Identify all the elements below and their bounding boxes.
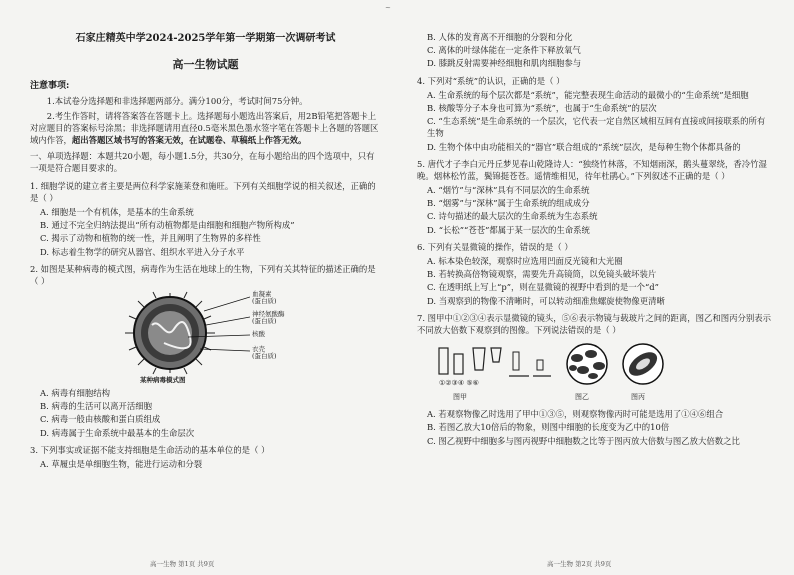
question-1-option-b: B. 通过不完全归纳法提出“所有动植物都是由细胞和细胞产物所构成” — [40, 220, 295, 231]
section-1-heading: 一、单项选择题：本题共20小题，每小题1.5分，共30分，在每小题给出的四个选项中，只有一项是符合题目要求的。 — [30, 151, 375, 174]
question-3-option-a: A. 草履虫是单细胞生物，能进行运动和分裂 — [40, 459, 203, 470]
question-1-stem: 1. 细胞学说的建立者主要是两位科学家施莱登和施旺。下列有关细胞学说的相关叙述，正确的是（ ） — [30, 180, 376, 203]
notice-heading: 注意事项: — [30, 81, 70, 92]
question-3-stem: 3. 下列事实或证据不能支持细胞是生命活动的基本单位的是（ ） — [30, 444, 270, 455]
question-6-option-d: D. 当观察到的物像不清晰时，可以转动细准焦螺旋使物像更清晰 — [427, 295, 665, 306]
figure-jia-label: 图甲 — [453, 393, 467, 402]
question-7-stem: 7. 图甲中①②③④表示显微镜的镜头，⑤⑥表示物镜与载玻片之间的距离，图乙和图丙分别表示不同放大倍数下观察到的图像。下列说法错误的是（ ） — [417, 312, 772, 335]
exam-subtitle: 高一生物试题 — [172, 57, 239, 71]
question-4-option-c: C. “生态系统”是生命系统的一个层次，它代表一定自然区域相互间有直接或间接联系的所有生物 — [427, 116, 766, 139]
microscope-figure — [417, 340, 772, 404]
question-5-option-a: A. “烟竹”与“深林”具有不同层次的生命系统 — [427, 185, 590, 196]
question-5-option-d: D. “长松”“苍苍”都属于某一层次的生命系统 — [427, 224, 590, 235]
question-7-option-b: B. 若图乙放大10倍后的物象，则图中细胞的长度变为乙中的10倍 — [427, 422, 670, 433]
figure-yi-label: 图乙 — [575, 393, 589, 402]
virus-label-nucleic-acid: 核酸 — [252, 330, 265, 339]
microscope-lens-numbers: ①②③④ ⑤⑥ — [439, 379, 479, 388]
question-2-option-b: B. 病毒的生活可以离开活细胞 — [40, 401, 152, 412]
page-right — [397, 0, 794, 575]
question-2-stem: 2. 如图是某种病毒的模式图，病毒作为生活在地球上的生物，下列有关其特征的描述正确的是（ ） — [30, 263, 376, 286]
virus-label-neuraminidase: 神经氨酸酶 (蛋白质) — [252, 310, 285, 325]
footer-left: 高一生物 第1页 共9页 — [150, 559, 215, 568]
notice-item-2-emphasis: 超出答题区域书写的答案无效，在试题卷、草稿纸上作答无效。 — [71, 135, 307, 146]
question-7-option-a: A. 若观察物像乙时选用了甲中①③⑤，则观察物像丙时可能是选用了①④⑥组合 — [427, 409, 724, 420]
question-6-stem: 6. 下列有关显微镜的操作，错误的是（ ） — [417, 241, 573, 252]
question-3-option-c: C. 离体的叶绿体能在一定条件下释放氧气 — [427, 45, 581, 56]
question-7-option-c: C. 图乙视野中细胞多与图丙视野中细胞数之比等于图丙放大倍数与图乙放大倍数之比 — [427, 435, 740, 446]
figure-bing-label: 图丙 — [631, 393, 645, 402]
virus-drawing — [100, 291, 250, 375]
question-2-option-d: D. 病毒属于生命系统中最基本的生命层次 — [40, 427, 195, 438]
question-4-option-b: B. 核酸等分子本身也可算为“系统”，也属于“生命系统”的层次 — [427, 102, 657, 113]
question-6-option-b: B. 若转换高倍物镜观察，需要先升高镜筒，以免镜头破坏装片 — [427, 269, 657, 280]
question-6-option-a: A. 标本染色较深，观察时应选用凹面反光镜和大光圈 — [427, 256, 623, 266]
notice-item-1: 1.本试卷分选择题和非选择题两部分。满分100分，考试时间75分钟。 — [46, 96, 308, 107]
notice-item-2 — [30, 110, 381, 147]
virus-figure — [100, 291, 330, 383]
question-4-option-a: A. 生命系统的每个层次都是“系统”，能完整表现生命活动的最微小的“生命系统”是细胞 — [427, 89, 749, 100]
question-5-stem: 5. 唐代才子李白元丹丘梦见春山乾隆诗人：“独绕竹林落，不知烟雨深，鹅头蔓翠绕，香冷竹湿晚。烟林松竹蓝，鬓锦挺苍苍。遥情维相见，待年杜鹃心。”下列叙述不正确的是（ ） — [417, 158, 767, 181]
question-6-option-c: C. 在透明纸上写上“p”，则在显微镜的视野中看到的是一个“d” — [427, 282, 659, 293]
virus-label-hemagglutinin: 血凝素 (蛋白质) — [252, 290, 277, 305]
footer-right: 高一生物 第2页 共9页 — [547, 559, 612, 568]
question-1-option-d: D. 标志着生物学的研究从器官、组织水平进入分子水平 — [40, 246, 245, 257]
question-1-option-c: C. 揭示了动物和植物的统一性，并且阐明了生物界的多样性 — [40, 233, 261, 244]
question-4-option-d: D. 生物个体中由功能相关的“器官”联合组成的“系统”层次，是每种生物个体都具备的 — [427, 141, 741, 152]
question-3-option-d: D. 膝跳反射需要神经细胞和肌肉细胞参与 — [427, 58, 582, 69]
virus-label-capsid: 衣壳 (蛋白质) — [252, 345, 277, 360]
corner-mark: ~ — [385, 4, 391, 12]
question-3-option-b: B. 人体的发育离不开细胞的分裂和分化 — [427, 32, 573, 42]
question-1-option-a: A. 细胞是一个有机体，是基本的生命系统 — [40, 206, 194, 217]
exam-title: 石家庄精英中学2024-2025学年第一学期第一次调研考试 — [75, 33, 336, 44]
notice-item-2-text: 2.考生作答时，请将答案答在答题卡上。选择题每小题选出答案后，用2B铅笔把答题卡上对应题目的答案标号涂黑；非选择题请用直径0.5毫米黑色墨水签字笔在答题卡上各题的答题区域内作答， — [30, 110, 379, 146]
question-2-option-a: A. 病毒有细胞结构 — [40, 388, 110, 399]
question-4-stem: 4. 下列对“系统”的认识，正确的是（ ） — [417, 75, 565, 86]
question-5-option-c: C. 诗句描述的最大层次的生命系统为生态系统 — [427, 211, 598, 222]
question-2-option-c: C. 病毒一般由核酸和蛋白质组成 — [40, 414, 161, 425]
virus-figure-caption: 某种病毒模式图 — [140, 376, 186, 385]
question-5-option-b: B. “烟雾”与“深林”属于生命系统的组成成分 — [427, 198, 590, 209]
